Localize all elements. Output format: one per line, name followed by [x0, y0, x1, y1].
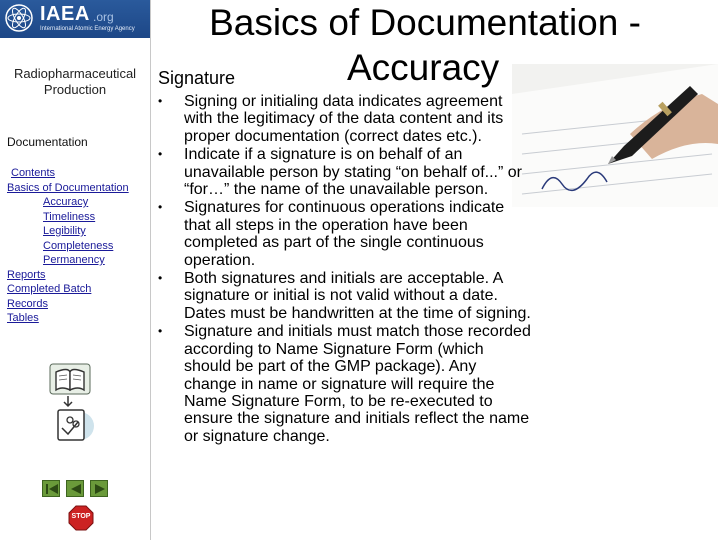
nav-link[interactable]: Reports: [7, 268, 46, 281]
stop-button[interactable]: [68, 505, 94, 531]
bullet-text: Signatures for continuous operations indicate that all steps in the operation have been completed as part of the single continuous operation.: [184, 199, 505, 269]
section-title: [0, 66, 150, 98]
bullet-text: Signing or initialing data indicates agreement with the legitimacy of the data content and its proper documentation (correct dates etc.).: [184, 93, 504, 145]
bullet-marker: •: [158, 271, 163, 286]
nav-item-reports[interactable]: [7, 269, 129, 284]
atom-emblem-icon: [4, 3, 34, 33]
nav-link[interactable]: Timeliness: [43, 210, 96, 223]
nav-link[interactable]: Completeness: [43, 239, 114, 252]
arrow-left-icon: [69, 483, 83, 495]
nav-item-legibility[interactable]: [7, 225, 129, 240]
slide-title-line1: Basics of Documentation -: [209, 2, 641, 43]
nav-link[interactable]: Contents: [11, 167, 56, 179]
bullet-text: Indicate if a signature is on behalf of an unavailable person by stating “on behalf of...” or “for…” the name of the unavailable person.: [184, 146, 522, 199]
bullet-marker: •: [158, 94, 163, 108]
nav-item-contents[interactable]: [7, 167, 129, 182]
section-title-line2: Production: [43, 82, 107, 97]
sidebar: [0, 0, 150, 540]
next-slide-button[interactable]: [90, 480, 108, 497]
nav-link[interactable]: Records: [7, 297, 48, 310]
bullet-item: [158, 270, 533, 322]
bullet-text: Both signatures and initials are acceptable. A signature or initial is not valid without a date. Dates must be handwritten at the time of signing.: [184, 270, 531, 322]
bullet-marker: •: [158, 324, 163, 339]
logo-subtitle: International Atomic Energy Agency: [40, 26, 135, 32]
nav-link[interactable]: Accuracy: [43, 196, 89, 208]
book-and-notes-icon: [48, 362, 98, 444]
bullet-item: [158, 93, 533, 145]
nav-link[interactable]: Basics of Documentation: [7, 181, 129, 194]
bullet-marker: •: [158, 200, 163, 215]
slide-title-line2: Accuracy: [347, 47, 500, 88]
logo-suffix: .org: [93, 10, 114, 24]
previous-slide-button[interactable]: [66, 480, 84, 497]
nav-item-completed-batch[interactable]: [7, 283, 129, 298]
section-title-line1: Radiopharmaceutical: [13, 66, 137, 81]
first-slide-button[interactable]: [42, 480, 60, 497]
sidebar-divider: [150, 0, 151, 540]
arrow-right-icon: [93, 483, 107, 495]
bullet-item: [158, 199, 533, 269]
nav-link[interactable]: Tables: [7, 312, 39, 324]
nav-link[interactable]: Permanency: [43, 254, 105, 266]
bullet-item: [158, 146, 533, 198]
logo-name: IAEA: [40, 3, 90, 25]
bullet-marker: •: [158, 147, 163, 162]
bullet-text: Signature and initials must match those recorded according to Name Signature Form (which should be part of the GMP package). Any change in name or signature will require the Name Signature Form, to be re-executed to ensure the signature and initials reflect the name or signature change.: [184, 323, 531, 445]
slide-heading: Signature: [158, 68, 236, 88]
nav-item-permanency[interactable]: [7, 254, 129, 269]
sidebar-nav: [7, 167, 129, 327]
chapter-title: Documentation: [7, 135, 88, 149]
nav-link[interactable]: Legibility: [43, 225, 86, 237]
stop-label: STOP: [71, 513, 91, 520]
nav-item-completeness[interactable]: [7, 240, 129, 255]
nav-item-timeliness[interactable]: [7, 211, 129, 226]
skip-back-icon: [45, 483, 59, 495]
nav-link[interactable]: Completed Batch: [7, 283, 92, 295]
bullet-list: [158, 93, 533, 446]
iaea-logo: [0, 0, 150, 38]
bullet-item: [158, 323, 533, 445]
nav-item-accuracy[interactable]: [7, 196, 129, 211]
nav-item-records[interactable]: [7, 298, 129, 313]
nav-item-basics[interactable]: [7, 182, 129, 197]
signing-pen-photo: [512, 64, 718, 207]
nav-item-tables[interactable]: [7, 312, 129, 327]
